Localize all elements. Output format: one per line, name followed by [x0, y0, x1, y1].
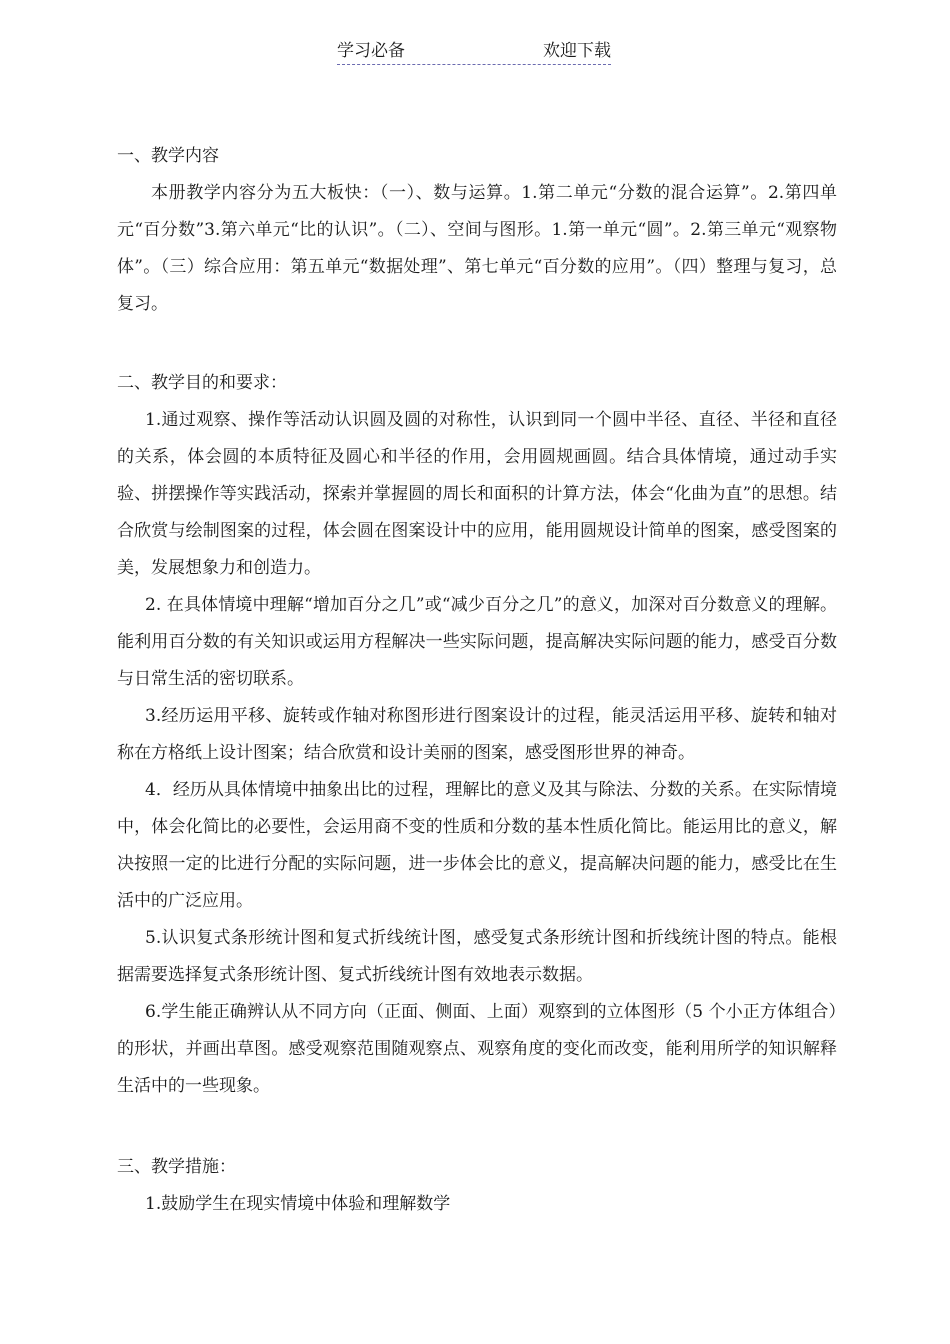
goal-item-3: 3.经历运用平移、旋转或作轴对称图形进行图案设计的过程，能灵活运用平移、旋转和轴对称在方格纸上设计图案；结合欣赏和设计美丽的图案，感受图形世界的神奇。 [117, 706, 837, 763]
goal-item-2: 2. 在具体情境中理解“增加百分之几”或“减少百分之几”的意义，加深对百分数意义的理解。能利用百分数的有关知识或运用方程解决一些实际问题，提高解决实际问题的能力，感受百分数与日常生活的密切联系。 [117, 595, 837, 689]
goal-item-4: 4．经历从具体情境中抽象出比的过程，理解比的意义及其与除法、分数的关系。在实际情境中，体会化简比的必要性，会运用商不变的性质和分数的基本性质化简比。能运用比的意义，解决按照一定的比进行分配的实际问题，进一步体会比的意义，提高解决问题的能力，感受比在生活中的广泛应用。 [117, 780, 837, 911]
header-right-text: 欢迎下载 [543, 41, 611, 61]
section-heading-goals: 二、教学目的和要求： [117, 373, 287, 393]
section-heading-measures: 三、教学措施： [117, 1157, 236, 1177]
section-spacer [117, 323, 837, 370]
goal-item-6: 6.学生能正确辨认从不同方向（正面、侧面、上面）观察到的立体图形（5 个小正方体组合）的形状，并画出草图。感受观察范围随观察点、观察角度的变化而改变，能利用所学的知识解释生活中的一些现象。 [117, 1002, 837, 1096]
page-header [337, 40, 611, 65]
document-body [117, 143, 837, 1223]
header-left-text: 学习必备 [337, 41, 405, 61]
section-heading-teaching-content: 一、教学内容 [117, 146, 219, 166]
teaching-content-paragraph: 本册教学内容分为五大板快：（一）、数与运算。1.第二单元“分数的混合运算”。2.第四单元“百分数”3.第六单元“比的认识”。（二）、空间与图形。1.第一单元“圆”。2.第三单元“观察物体”。（三）综合应用：第五单元“数据处理”、第七单元“百分数的应用”。（四）整理与复习，总复习。 [117, 183, 837, 314]
section-spacer [117, 1105, 837, 1154]
goal-item-5: 5.认识复式条形统计图和复式折线统计图，感受复式条形统计图和折线统计图的特点。能根据需要选择复式条形统计图、复式折线统计图有效地表示数据。 [117, 928, 837, 985]
measure-item-1: 1.鼓励学生在现实情境中体验和理解数学 [145, 1194, 451, 1214]
goal-item-1: 1.通过观察、操作等活动认识圆及圆的对称性，认识到同一个圆中半径、直径、半径和直径的关系，体会圆的本质特征及圆心和半径的作用，会用圆规画圆。结合具体情境，通过动手实验、拼摆操作等实践活动，探索并掌握圆的周长和面积的计算方法，体会“化曲为直”的思想。结合欣赏与绘制图案的过程，体会圆在图案设计中的应用，能用圆规设计简单的图案，感受图案的美，发展想象力和创造力。 [117, 410, 837, 578]
